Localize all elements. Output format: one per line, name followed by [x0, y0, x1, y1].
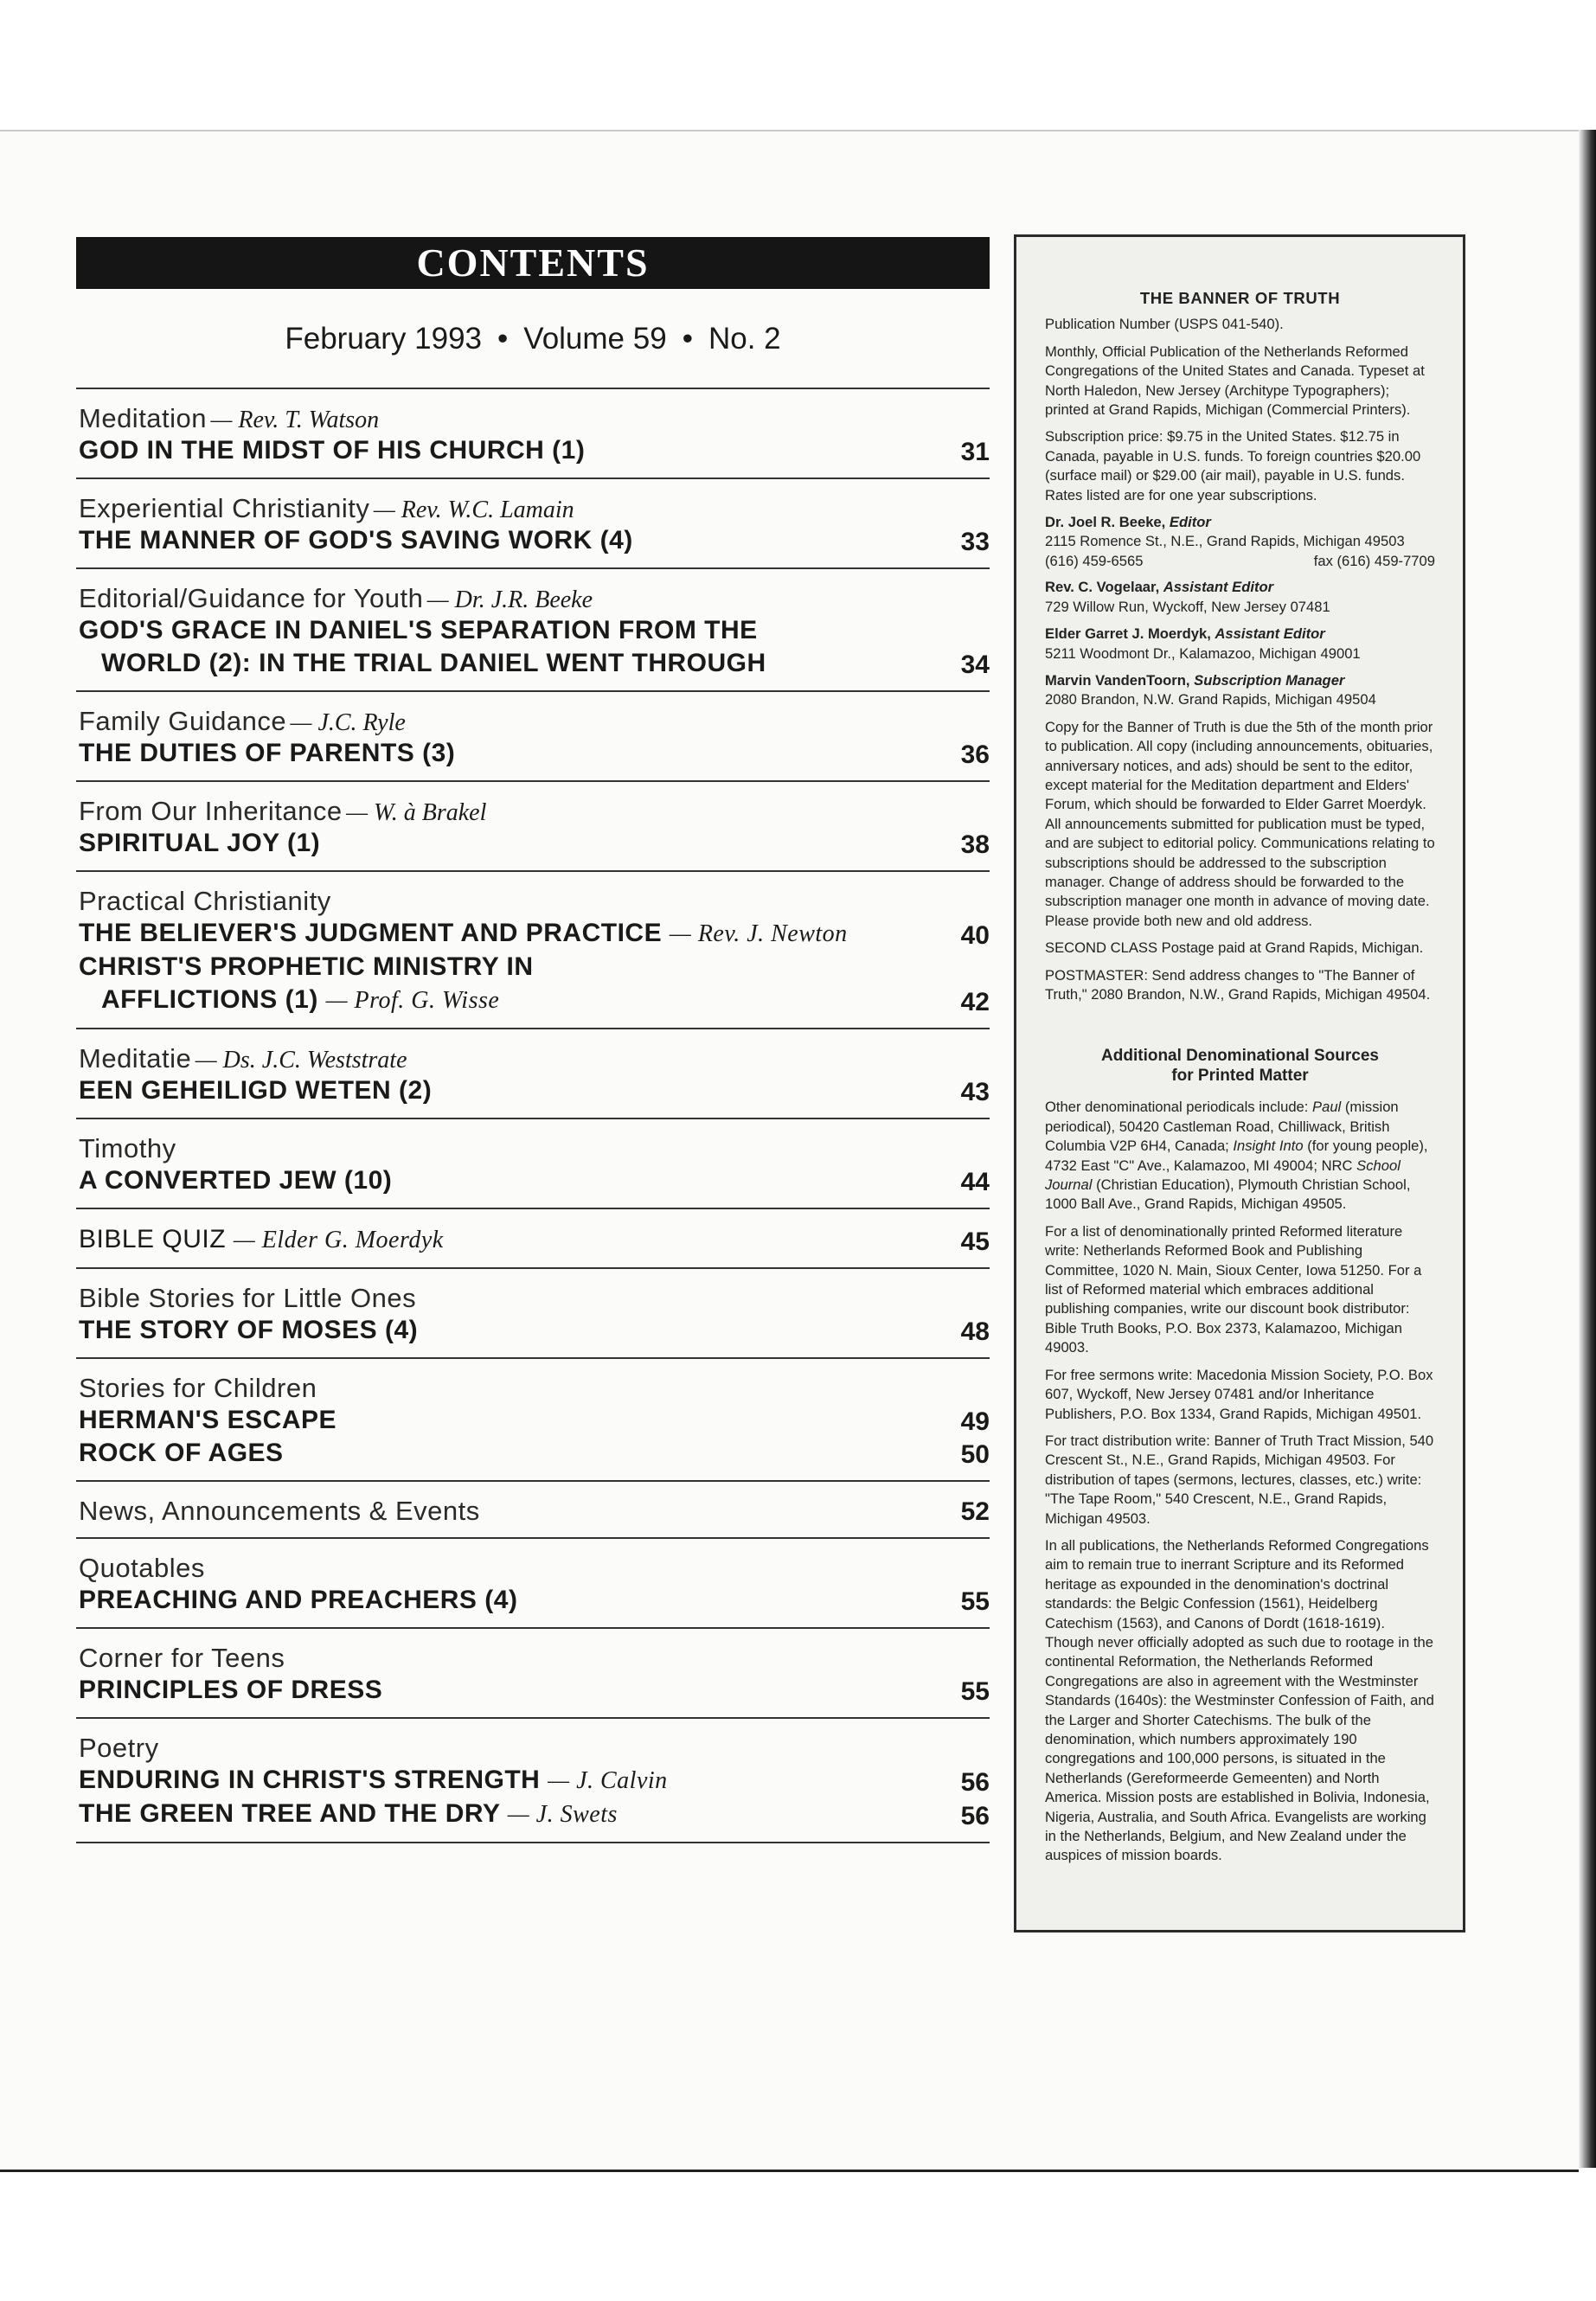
toc-section [76, 1480, 990, 1537]
editor-phone: (616) 459-6565 [1045, 552, 1144, 569]
sources-heading-line: Additional Denominational Sources [1101, 1047, 1379, 1066]
tracts-info: For tract distribution write: Banner of Truth Tract Mission, 540 Crescent St., N.E., Grand Rapids, Michigan 49503. For distribution of tapes (sermons, lectures, classes, etc.) write: "The Tape Room," 540 Crescent, N.E., Grand Rapids, Michigan 49503. [1045, 1432, 1434, 1527]
toc-page-number: 52 [960, 1497, 990, 1526]
toc-section [76, 388, 990, 478]
subscription-manager-contact [1045, 671, 1435, 710]
text-run: (mission periodical), 50420 Castleman Road, Chilliwack, British Columbia V2P 6H4, Canada; [1045, 1099, 1399, 1155]
toc-title[interactable] [79, 917, 848, 951]
toc-page-number: 56 [960, 1802, 990, 1830]
toc-title-text: THE GREEN TREE AND THE DRY [79, 1799, 500, 1828]
editor-name: Dr. Joel R. Beeke, [1045, 514, 1166, 531]
toc-section [76, 1627, 990, 1717]
toc-section [76, 1208, 990, 1267]
toc-page-number: 36 [960, 740, 990, 769]
toc-category[interactable]: News, Announcements & Events [79, 1496, 480, 1526]
toc-page-number: 31 [960, 438, 990, 466]
toc-title[interactable] [79, 951, 534, 1017]
toc-page-number: 43 [960, 1078, 990, 1106]
toc-title[interactable]: EEN GEHEILIGD WETEN (2) [79, 1076, 433, 1105]
literature-info: For a list of denominationally printed Reformed literature write: Netherlands Reformed Book and Publishing Committee, 1020 N. Main, Sioux Center, Iowa 51250. For a list of Reformed material which embraces additional publishing companies, write our discount book distributor: Bible Truth Books, P.O. Box 2373, Kalamazoo, Michigan 49003. [1045, 1222, 1422, 1356]
issue-number: No. 2 [708, 322, 781, 356]
toc-title[interactable]: HERMAN'S ESCAPE [79, 1406, 337, 1434]
toc-title-line: GOD'S GRACE IN DANIEL'S SEPARATION FROM THE [79, 616, 758, 644]
toc-section [76, 780, 990, 870]
toc-category: From Our Inheritance [79, 796, 343, 826]
assistant-editor-name: Rev. C. Vogelaar, [1045, 579, 1160, 596]
issue-separator: • [682, 322, 693, 356]
toc-author: — J.C. Ryle [290, 709, 406, 736]
toc-category: Meditation [79, 403, 208, 433]
toc-section [76, 1717, 990, 1842]
assistant-editor-contact [1045, 625, 1435, 663]
manager-name: Marvin VandenToorn, [1045, 671, 1190, 689]
toc-author: — W. à Brakel [346, 799, 487, 826]
second-class-note: SECOND CLASS Postage paid at Grand Rapids, Michigan. [1045, 939, 1424, 957]
toc-page-number: 56 [960, 1768, 990, 1797]
page-edge-shadow [1579, 130, 1596, 2168]
toc-author: — Prof. G. Wisse [325, 987, 500, 1014]
assistant-editor-contact [1045, 578, 1435, 617]
contents-column [76, 237, 990, 1843]
periodical-title: Insight Into [1233, 1138, 1304, 1155]
issue-date: February 1993 [285, 322, 483, 356]
sources-heading [1045, 1046, 1435, 1086]
toc-author: — J. Swets [507, 1801, 618, 1828]
issue-separator: • [497, 322, 509, 356]
toc-category: Editorial/Guidance for Youth [79, 583, 424, 613]
publication-number: Publication Number (USPS 041-540). [1045, 316, 1284, 333]
toc-category: Poetry [79, 1733, 159, 1763]
editor-role: Editor [1169, 514, 1211, 531]
doctrine-statement: In all publications, the Netherlands Reformed Congregations aim to remain true to inerrant Scripture and its Reformed heritage as expounded in the denomination's doctrinal standards: the Belgic Confession (1561), Heidelberg Catechism (1563), and Canons of Dordt (1618-1619). Though never officially adopted as such due to rootage in the continental Reformation, the Netherlands Reformed Congregations are also in agreement with the Westminster Standards (1640s): the Westminster Confession of Faith, and the Larger and Shorter Catechisms. The bulk of the denomination, which numbers approximately 190 congregations and 100,000 persons, is situated in the Netherlands (Gereformeerde Gemeenten) and North America. Mission posts are established in Bolivia, Indonesia, Nigeria, Australia, and South Africa. Evangelists are working in the Netherlands, Belgium, and New Zealand under the auspices of mission boards. [1045, 1536, 1434, 1864]
toc-title-text: AFFLICTIONS (1) [101, 985, 318, 1014]
postmaster-note: POSTMASTER: Send address changes to "The Banner of Truth," 2080 Brandon, N.W., Grand Rapids, Michigan 49504. [1045, 966, 1431, 1003]
subscription-price: Subscription price: $9.75 in the United States. $12.75 in Canada, payable in U.S. funds. To foreign countries $20.00 (surface mail) or $29.00 (air mail), payable in U.S. funds. Rates listed are for one year subscriptions. [1045, 428, 1421, 503]
sources-heading-line: for Printed Matter [1171, 1067, 1309, 1086]
copy-policy: Copy for the Banner of Truth is due the 5th of the month prior to publication. All copy (including announcements, obituaries, anniversary notices, and ads) should be sent to the editor, except material for the Meditation department and Elders' Forum, which should be forwarded to Elder Garret Moerdyk. All announcements submitted for publication must be typed, and are subject to editorial policy. Communications relating to subscriptions should be addressed to the subscription manager. Change of address should be forwarded to the subscription manager one month in advance of moving date. Please provide both new and old address. [1045, 718, 1435, 929]
toc-section [76, 1118, 990, 1208]
assistant-editor-address: 729 Willow Run, Wyckoff, New Jersey 07481 [1045, 598, 1330, 615]
toc-title-text: BIBLE QUIZ [79, 1225, 227, 1253]
issue-line [76, 322, 990, 388]
toc-page-number: 33 [960, 528, 990, 556]
toc-category: Experiential Christianity [79, 493, 370, 523]
toc-title[interactable]: THE STORY OF MOSES (4) [79, 1316, 419, 1344]
toc-category: Quotables [79, 1553, 205, 1583]
toc-title[interactable] [79, 1798, 618, 1831]
masthead-heading: THE BANNER OF TRUTH [1139, 289, 1341, 307]
toc-section [76, 567, 990, 690]
toc-author: — Elder G. Moerdyk [233, 1227, 444, 1253]
periodical-title: Paul [1312, 1099, 1342, 1116]
toc-title[interactable]: A CONVERTED JEW (10) [79, 1166, 393, 1195]
toc-category: Corner for Teens [79, 1643, 285, 1673]
toc-author: — Dr. J.R. Beeke [426, 586, 593, 613]
toc-page-number: 55 [960, 1677, 990, 1706]
toc-title[interactable] [79, 1764, 668, 1798]
divider [76, 1842, 990, 1843]
toc-category: Meditatie [79, 1043, 192, 1074]
text-run: Other denominational periodicals include: [1045, 1099, 1309, 1116]
issue-volume: Volume 59 [523, 322, 667, 356]
toc-title-text: ENDURING IN CHRIST'S STRENGTH [79, 1766, 541, 1794]
periodical-title: School Journal [1045, 1157, 1401, 1194]
sermons-info: For free sermons write: Macedonia Mission Society, P.O. Box 607, Wyckoff, New Jersey 07481 and/or Inheritance Publishers, P.O. Box 1334, Grand Rapids, Michigan 49501. [1045, 1366, 1433, 1422]
toc-section [76, 478, 990, 567]
toc-title[interactable]: PREACHING AND PREACHERS (4) [79, 1586, 518, 1614]
toc-title[interactable] [79, 614, 766, 680]
toc-category: Practical Christianity [79, 886, 331, 916]
toc-page-number: 55 [960, 1587, 990, 1616]
toc-title-line: WORLD (2): IN THE TRIAL DANIEL WENT THROUGH [101, 649, 766, 677]
publication-info: Monthly, Official Publication of the Netherlands Reformed Congregations of the United States and Canada. Typeset at North Haledon, New Jersey (Architype Typographers); printed at Grand Rapids, Michigan (Commercial Printers). [1045, 343, 1425, 419]
manager-role: Subscription Manager [1194, 671, 1345, 689]
toc-section [76, 1028, 990, 1118]
toc-title[interactable]: SPIRITUAL JOY (1) [79, 829, 321, 857]
toc-page-number: 40 [960, 921, 990, 950]
masthead-box [1014, 234, 1465, 1932]
toc-title-line [79, 984, 534, 1017]
text-run: (Christian Education), Plymouth Christian School, 1000 Ball Ave., Grand Rapids, Michigan 49505. [1045, 1176, 1411, 1213]
toc-section [76, 690, 990, 780]
toc-page-number: 50 [960, 1440, 990, 1469]
toc-page-number: 49 [960, 1407, 990, 1436]
toc-page-number: 45 [960, 1227, 990, 1256]
text-run: (for young people), 4732 East "C" Ave., Kalamazoo, MI 49004; NRC [1045, 1138, 1428, 1174]
manager-address: 2080 Brandon, N.W. Grand Rapids, Michigan 49504 [1045, 691, 1376, 708]
toc-page-number: 34 [960, 651, 990, 679]
toc-category: Timothy [79, 1133, 176, 1163]
periodicals-info [1045, 1098, 1435, 1214]
editor-contact [1045, 513, 1435, 571]
toc-section [76, 1357, 990, 1480]
toc-page-number: 42 [960, 988, 990, 1016]
toc-section [76, 870, 990, 1028]
contents-banner: CONTENTS [76, 237, 990, 289]
toc-title-line: CHRIST'S PROPHETIC MINISTRY IN [79, 952, 534, 981]
toc-author: — Rev. J. Newton [669, 920, 848, 947]
toc-page-number: 38 [960, 830, 990, 859]
toc-title-text: THE BELIEVER'S JUDGMENT AND PRACTICE [79, 919, 663, 947]
toc-author: — J. Calvin [548, 1767, 668, 1794]
toc-title[interactable]: THE DUTIES OF PARENTS (3) [79, 739, 456, 767]
toc-category: Family Guidance [79, 706, 287, 736]
assistant-editor-address: 5211 Woodmont Dr., Kalamazoo, Michigan 49001 [1045, 644, 1361, 662]
assistant-editor-role: Assistant Editor [1163, 579, 1274, 596]
editor-fax: fax (616) 459-7709 [1313, 552, 1435, 569]
toc-author: — Ds. J.C. Weststrate [195, 1047, 407, 1074]
toc-section [76, 1267, 990, 1357]
toc-page-number: 48 [960, 1317, 990, 1346]
toc-title[interactable] [79, 1223, 444, 1257]
toc-title[interactable]: GOD IN THE MIDST OF HIS CHURCH (1) [79, 436, 586, 465]
toc-title[interactable]: PRINCIPLES OF DRESS [79, 1676, 383, 1704]
toc-title[interactable]: ROCK OF AGES [79, 1439, 284, 1467]
toc-section [76, 1537, 990, 1627]
toc-page-number: 44 [960, 1168, 990, 1196]
toc-category: Bible Stories for Little Ones [79, 1283, 417, 1313]
assistant-editor-name: Elder Garret J. Moerdyk, [1045, 625, 1211, 643]
toc-author: — Rev. W.C. Lamain [373, 497, 574, 523]
toc-author: — Rev. T. Watson [210, 407, 380, 433]
toc-title[interactable]: THE MANNER OF GOD'S SAVING WORK (4) [79, 526, 633, 554]
toc-category: Stories for Children [79, 1373, 317, 1403]
editor-address: 2115 Romence St., N.E., Grand Rapids, Michigan 49503 [1045, 533, 1405, 550]
assistant-editor-role: Assistant Editor [1215, 625, 1325, 643]
